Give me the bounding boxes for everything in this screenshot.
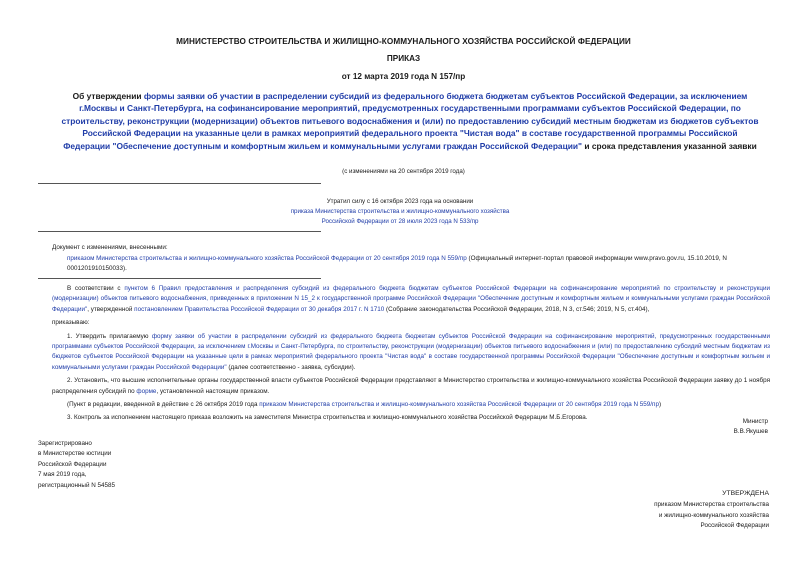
approved-heading: УТВЕРЖДЕНА xyxy=(722,490,769,497)
form-link-short[interactable]: форме xyxy=(136,387,157,395)
title-prefix: Об утверждении xyxy=(72,91,144,101)
registration-line: Зарегистрировано xyxy=(38,440,92,447)
text: В соответствии с xyxy=(67,285,125,292)
text: , утвержденной xyxy=(87,305,135,313)
registration-line: регистрационный N 54585 xyxy=(38,481,116,489)
changes-source: (Официальный интернет-портал правовой информации www.pravo.gov.ru, 15.10.2019, N 0001201910150033). xyxy=(67,254,727,273)
lost-force-link-1[interactable]: приказа Министерства строительства и жилищно-коммунального хозяйства xyxy=(290,208,510,215)
text: ) xyxy=(658,401,662,409)
document-title xyxy=(58,90,762,152)
divider xyxy=(38,278,321,279)
document-date-number: от 12 марта 2019 года N 157/пр xyxy=(341,72,466,81)
ministry-header: МИНИСТЕРСТВО СТРОИТЕЛЬСТВА И ЖИЛИЩНО-КОММУНАЛЬНОГО ХОЗЯЙСТВА РОССИЙСКОЙ ФЕДЕРАЦИИ xyxy=(176,37,631,46)
document-body xyxy=(52,284,770,427)
text: (далее соответственно - заявка, субсидии). xyxy=(226,363,356,371)
approved-line: приказом Министерства строительства xyxy=(654,501,769,509)
document-changes-text xyxy=(52,254,772,275)
divider xyxy=(38,183,321,184)
registration-block xyxy=(38,439,238,491)
registration-line: Российской Федерации xyxy=(38,460,107,468)
text: (Пункт в редакции, введенной в действие с 26 октября 2019 года xyxy=(67,401,260,409)
divider xyxy=(38,231,321,232)
registration-line: в Министерстве юстиции xyxy=(38,450,112,458)
lost-force-line: Утратил силу с 16 октября 2023 года на основании xyxy=(326,198,474,205)
document-changes-label: Документ с изменениями, внесенными: xyxy=(52,244,168,251)
approved-block xyxy=(560,489,769,532)
title-suffix: и срока представления указанной заявки xyxy=(582,140,757,151)
amendment-note: (с изменениями на 20 сентября 2019 года) xyxy=(342,168,465,175)
rules-link[interactable]: пунктом 6 Правил предоставления и распределения субсидий из федерального бюджета бюджетам субъектов Российской Федерации на софинансирование мероприятий по строительству и реконструкции (модернизации) объектов питьевого водоснабжения, приведенных в приложении N 15_2 к государственной программе Российской Федерации "Обеспечение доступным и комфортным жильем и коммунальными услугами граждан Российской Федерации" xyxy=(52,285,770,313)
document-type: ПРИКАЗ xyxy=(386,54,421,63)
paragraph-item-3: 3. Контроль за исполнением настоящего приказа возложить на заместителя Министра строительства и жилищно-коммунального хозяйства Российской Федерации М.Б.Егорова. xyxy=(67,414,588,422)
paragraph-basis xyxy=(52,284,770,315)
changes-order-link[interactable]: приказом Министерства строительства и жилищно-коммунального хозяйства Российской Федерации от 20 сентября 2019 года N 559/пр xyxy=(67,254,467,262)
paragraph-item-2-amendment xyxy=(52,400,770,410)
text: , установленной настоящим приказом. xyxy=(156,387,270,395)
signature-role: Министр xyxy=(742,418,768,425)
paragraph-item-2 xyxy=(52,376,770,397)
approved-line: и жилищно-коммунального хозяйства xyxy=(658,511,769,519)
signature-name: В.В.Якушев xyxy=(733,428,768,436)
text: 2. Установить, что высшие исполнительные органы государственной власти субъектов Российской Федерации представляют в Министерство строительства и жилищно-коммунального хозяйства Российской Федерации заявку до 1 ноября распределения субсидий по xyxy=(52,377,770,395)
paragraph-item-1 xyxy=(52,332,770,374)
government-decree-link[interactable]: постановлением Правительства Российской Федерации от 30 декабря 2017 г. N 1710 xyxy=(134,305,385,313)
paragraph-order-word: приказываю: xyxy=(52,319,90,327)
approved-line: Российской Федерации xyxy=(700,522,769,530)
text: 1. Утвердить прилагаемую xyxy=(67,332,152,340)
amending-order-link[interactable]: приказом Министерства строительства и жилищно-коммунального хозяйства Российской Федерации от 20 сентября 2019 года N 559/пр xyxy=(259,401,659,409)
lost-force-note xyxy=(200,197,600,227)
form-link[interactable]: форму заявки об участии в распределении субсидий из федерального бюджета бюджетам субъектов Российской Федерации на софинансирование мероприятий, предусмотренных государственными программами субъектов Российской Федерации, за исключением г.Москвы и Санкт-Петербурга, по строительству, реконструкции (модернизации) объектов питьевого водоснабжения и (или) по предоставлению субсидий местным бюджетам из бюджетов субъектов Российской Федерации на указанные цели в рамках мероприятий федерального проекта "Чистая вода" в составе государственной программы Российской Федерации "Обеспечение доступным и комфортным жильем и коммунальными услугами граждан Российской Федерации" xyxy=(52,332,770,371)
signature-block xyxy=(640,417,768,438)
text: (Собрание законодательства Российской Федерации, 2018, N 3, ст.546; 2019, N 5, ст.404), xyxy=(384,305,650,313)
registration-line: 7 мая 2019 года, xyxy=(38,471,87,479)
title-form-link[interactable]: формы заявки об участии в распределении субсидий из федерального бюджета бюджетам субъектов Российской Федерации, за исключением г.Москвы и Санкт-Петербурга, на софинансирование мероприятий, предусмотренных государственными программами субъектов Российской Федерации, по строительству, реконструкции (модернизации) объектов питьевого водоснабжения и (или) по предоставлению субсидий местным бюджетам из бюджетов субъектов Российской Федерации на указанные цели в рамках мероприятий федерального проекта "Чистая вода" в составе государственной программы Российской Федерации "Обеспечение доступным и комфортным жильем и коммунальными услугами граждан Российской Федерации" xyxy=(61,91,759,151)
lost-force-link-2[interactable]: Российской Федерации от 28 июля 2023 года N 533/пр xyxy=(321,218,479,225)
document-changes xyxy=(52,243,772,275)
